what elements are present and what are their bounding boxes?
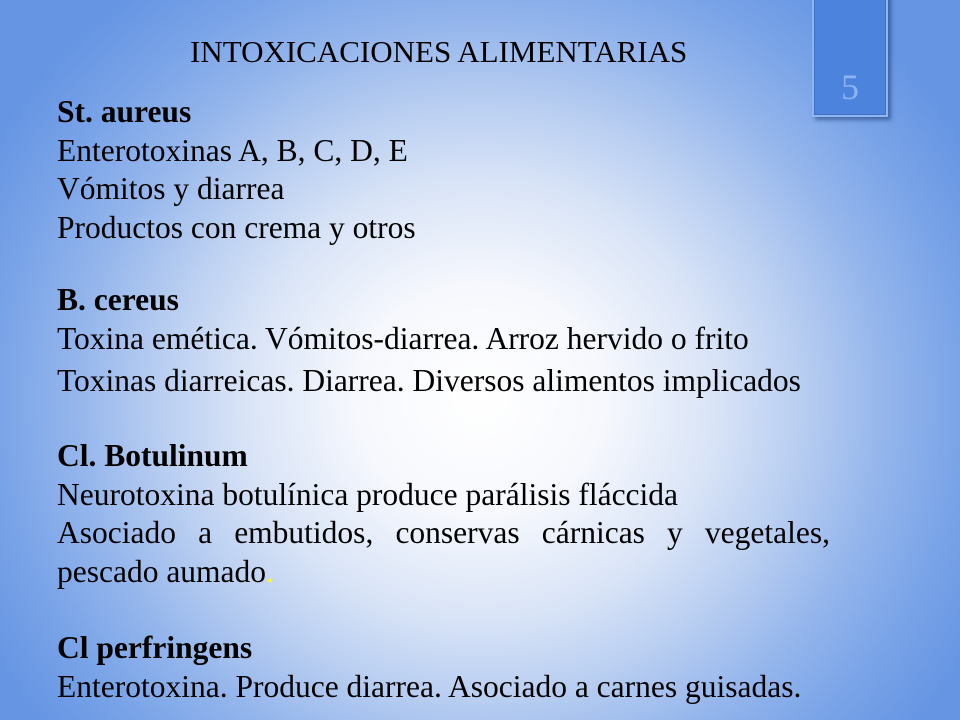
section-line: Productos con crema y otros [57, 209, 416, 245]
section-line: Vómitos y diarrea [57, 171, 285, 206]
section-line: Toxina emética. Vómitos-diarrea. Arroz hervido o frito [57, 320, 749, 356]
paragraph-end-mark: . [266, 553, 274, 589]
section-cl-botulinum [57, 437, 830, 591]
section-st-aureus [57, 93, 830, 247]
section-cl-perfringens [57, 629, 830, 706]
section-heading: St. aureus [57, 94, 192, 129]
section-line: Enterotoxinas A, B, C, D, E [57, 132, 408, 168]
section-paragraph [57, 514, 830, 591]
section-heading: Cl perfringens [57, 630, 253, 665]
section-line: Toxinas diarreicas. Diarrea. Diversos alimentos implicados [57, 363, 801, 398]
section-line: Neurotoxina botulínica produce parálisis fláccida [57, 476, 679, 512]
slide-title: INTOXICACIONES ALIMENTARIAS [190, 34, 688, 69]
paragraph-text: Asociado a embutidos, conservas cárnicas y vegetales, pescado aumado [57, 515, 830, 589]
slide-number: 5 [841, 67, 859, 107]
section-heading: Cl. Botulinum [57, 438, 248, 473]
section-b-cereus [57, 281, 830, 401]
section-heading: B. cereus [57, 282, 179, 317]
section-line: Enterotoxina. Produce diarrea. Asociado a carnes guisadas. [57, 668, 802, 704]
